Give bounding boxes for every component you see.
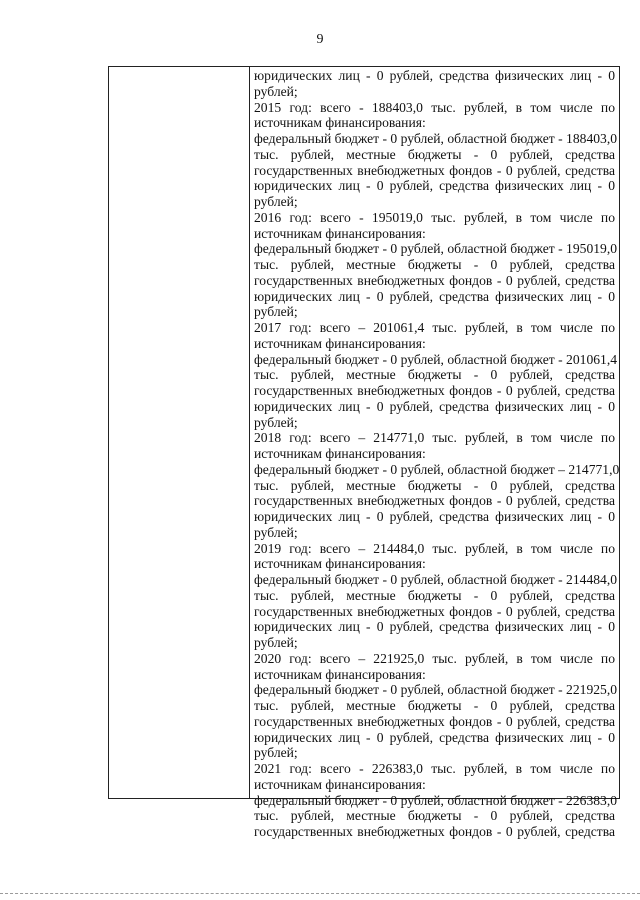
text-line: 2015 год: всего - 188403,0 тыс. рублей, в том числе по [254,99,615,115]
text-line: источникам финансирования: [254,335,426,351]
text-line: источникам финансирования: [254,115,426,131]
table-right-column [250,67,620,839]
text-line: государственных внебюджетных фондов - 0 рублей, средства [254,713,615,729]
text-line: тыс. рублей, местные бюджеты - 0 рублей, средства [254,587,615,603]
text-line: рублей; [254,83,298,99]
text-line: источникам финансирования: [254,225,426,241]
text-line: федеральный бюджет - 0 рублей, областной бюджет - 201061,4 [254,351,618,367]
text-line: федеральный бюджет - 0 рублей, областной бюджет - 195019,0 [254,241,618,257]
text-line: источникам финансирования: [254,446,426,461]
text-line: юридических лиц - 0 рублей, средства физических лиц - 0 [254,729,615,745]
text-line: рублей; [254,524,298,540]
text-line: юридических лиц - 0 рублей, средства физических лиц - 0 [254,68,615,83]
text-line: источникам финансирования: [254,776,426,792]
text-line: 2016 год: всего - 195019,0 тыс. рублей, в том числе по [254,209,615,225]
text-line: государственных внебюджетных фондов - 0 рублей, средства [254,272,615,288]
page-number: 9 [316,32,324,47]
text-line: тыс. рублей, местные бюджеты - 0 рублей, средства [254,477,615,493]
text-line: рублей; [254,414,298,430]
text-line: государственных внебюджетных фондов - 0 рублей, средства [254,824,615,839]
table-left-column [109,67,250,798]
text-line: источникам финансирования: [254,556,426,572]
text-line: рублей; [254,304,298,320]
document-table [108,66,620,839]
text-line: федеральный бюджет - 0 рублей, областной бюджет – 214771,0 [254,461,620,477]
text-line: юридических лиц - 0 рублей, средства физических лиц - 0 [254,509,615,524]
text-line: государственных внебюджетных фондов - 0 рублей, средства [254,383,615,398]
text-line: 2021 год: всего - 226383,0 тыс. рублей, в том числе по [254,761,615,776]
text-line: тыс. рублей, местные бюджеты - 0 рублей, средства [254,698,615,713]
text-line: рублей; [254,635,298,650]
text-line: государственных внебюджетных фондов - 0 рублей, средства [254,493,615,509]
text-line: 2020 год: всего – 221925,0 тыс. рублей, в том числе по [254,650,615,666]
text-line: 2018 год: всего – 214771,0 тыс. рублей, в том числе по [254,430,615,446]
text-line: рублей; [254,745,298,761]
text-line: федеральный бюджет - 0 рублей, областной бюджет - 226383,0 [254,792,618,808]
text-line: тыс. рублей, местные бюджеты - 0 рублей, средства [254,367,615,383]
text-line: федеральный бюджет - 0 рублей, областной бюджет - 188403,0 [254,131,618,146]
text-line: 2019 год: всего – 214484,0 тыс. рублей, в том числе по [254,540,615,556]
text-line: тыс. рублей, местные бюджеты - 0 рублей, средства [254,257,615,272]
footer-divider [0,893,640,894]
text-line: тыс. рублей, местные бюджеты - 0 рублей, средства [254,808,615,824]
text-line: тыс. рублей, местные бюджеты - 0 рублей, средства [254,146,615,162]
text-line: государственных внебюджетных фондов - 0 рублей, средства [254,603,615,619]
text-line: федеральный бюджет - 0 рублей, областной бюджет - 221925,0 [254,682,618,698]
text-line: 2017 год: всего – 201061,4 тыс. рублей, в том числе по [254,320,615,335]
text-line: юридических лиц - 0 рублей, средства физических лиц - 0 [254,398,615,414]
text-line: федеральный бюджет - 0 рублей, областной бюджет - 214484,0 [254,572,618,587]
text-line: юридических лиц - 0 рублей, средства физических лиц - 0 [254,178,615,194]
text-line: юридических лиц - 0 рублей, средства физических лиц - 0 [254,619,615,635]
text-line: рублей; [254,194,298,209]
text-line: юридических лиц - 0 рублей, средства физических лиц - 0 [254,288,615,304]
text-line: государственных внебюджетных фондов - 0 рублей, средства [254,162,615,178]
text-line: источникам финансирования: [254,666,426,682]
